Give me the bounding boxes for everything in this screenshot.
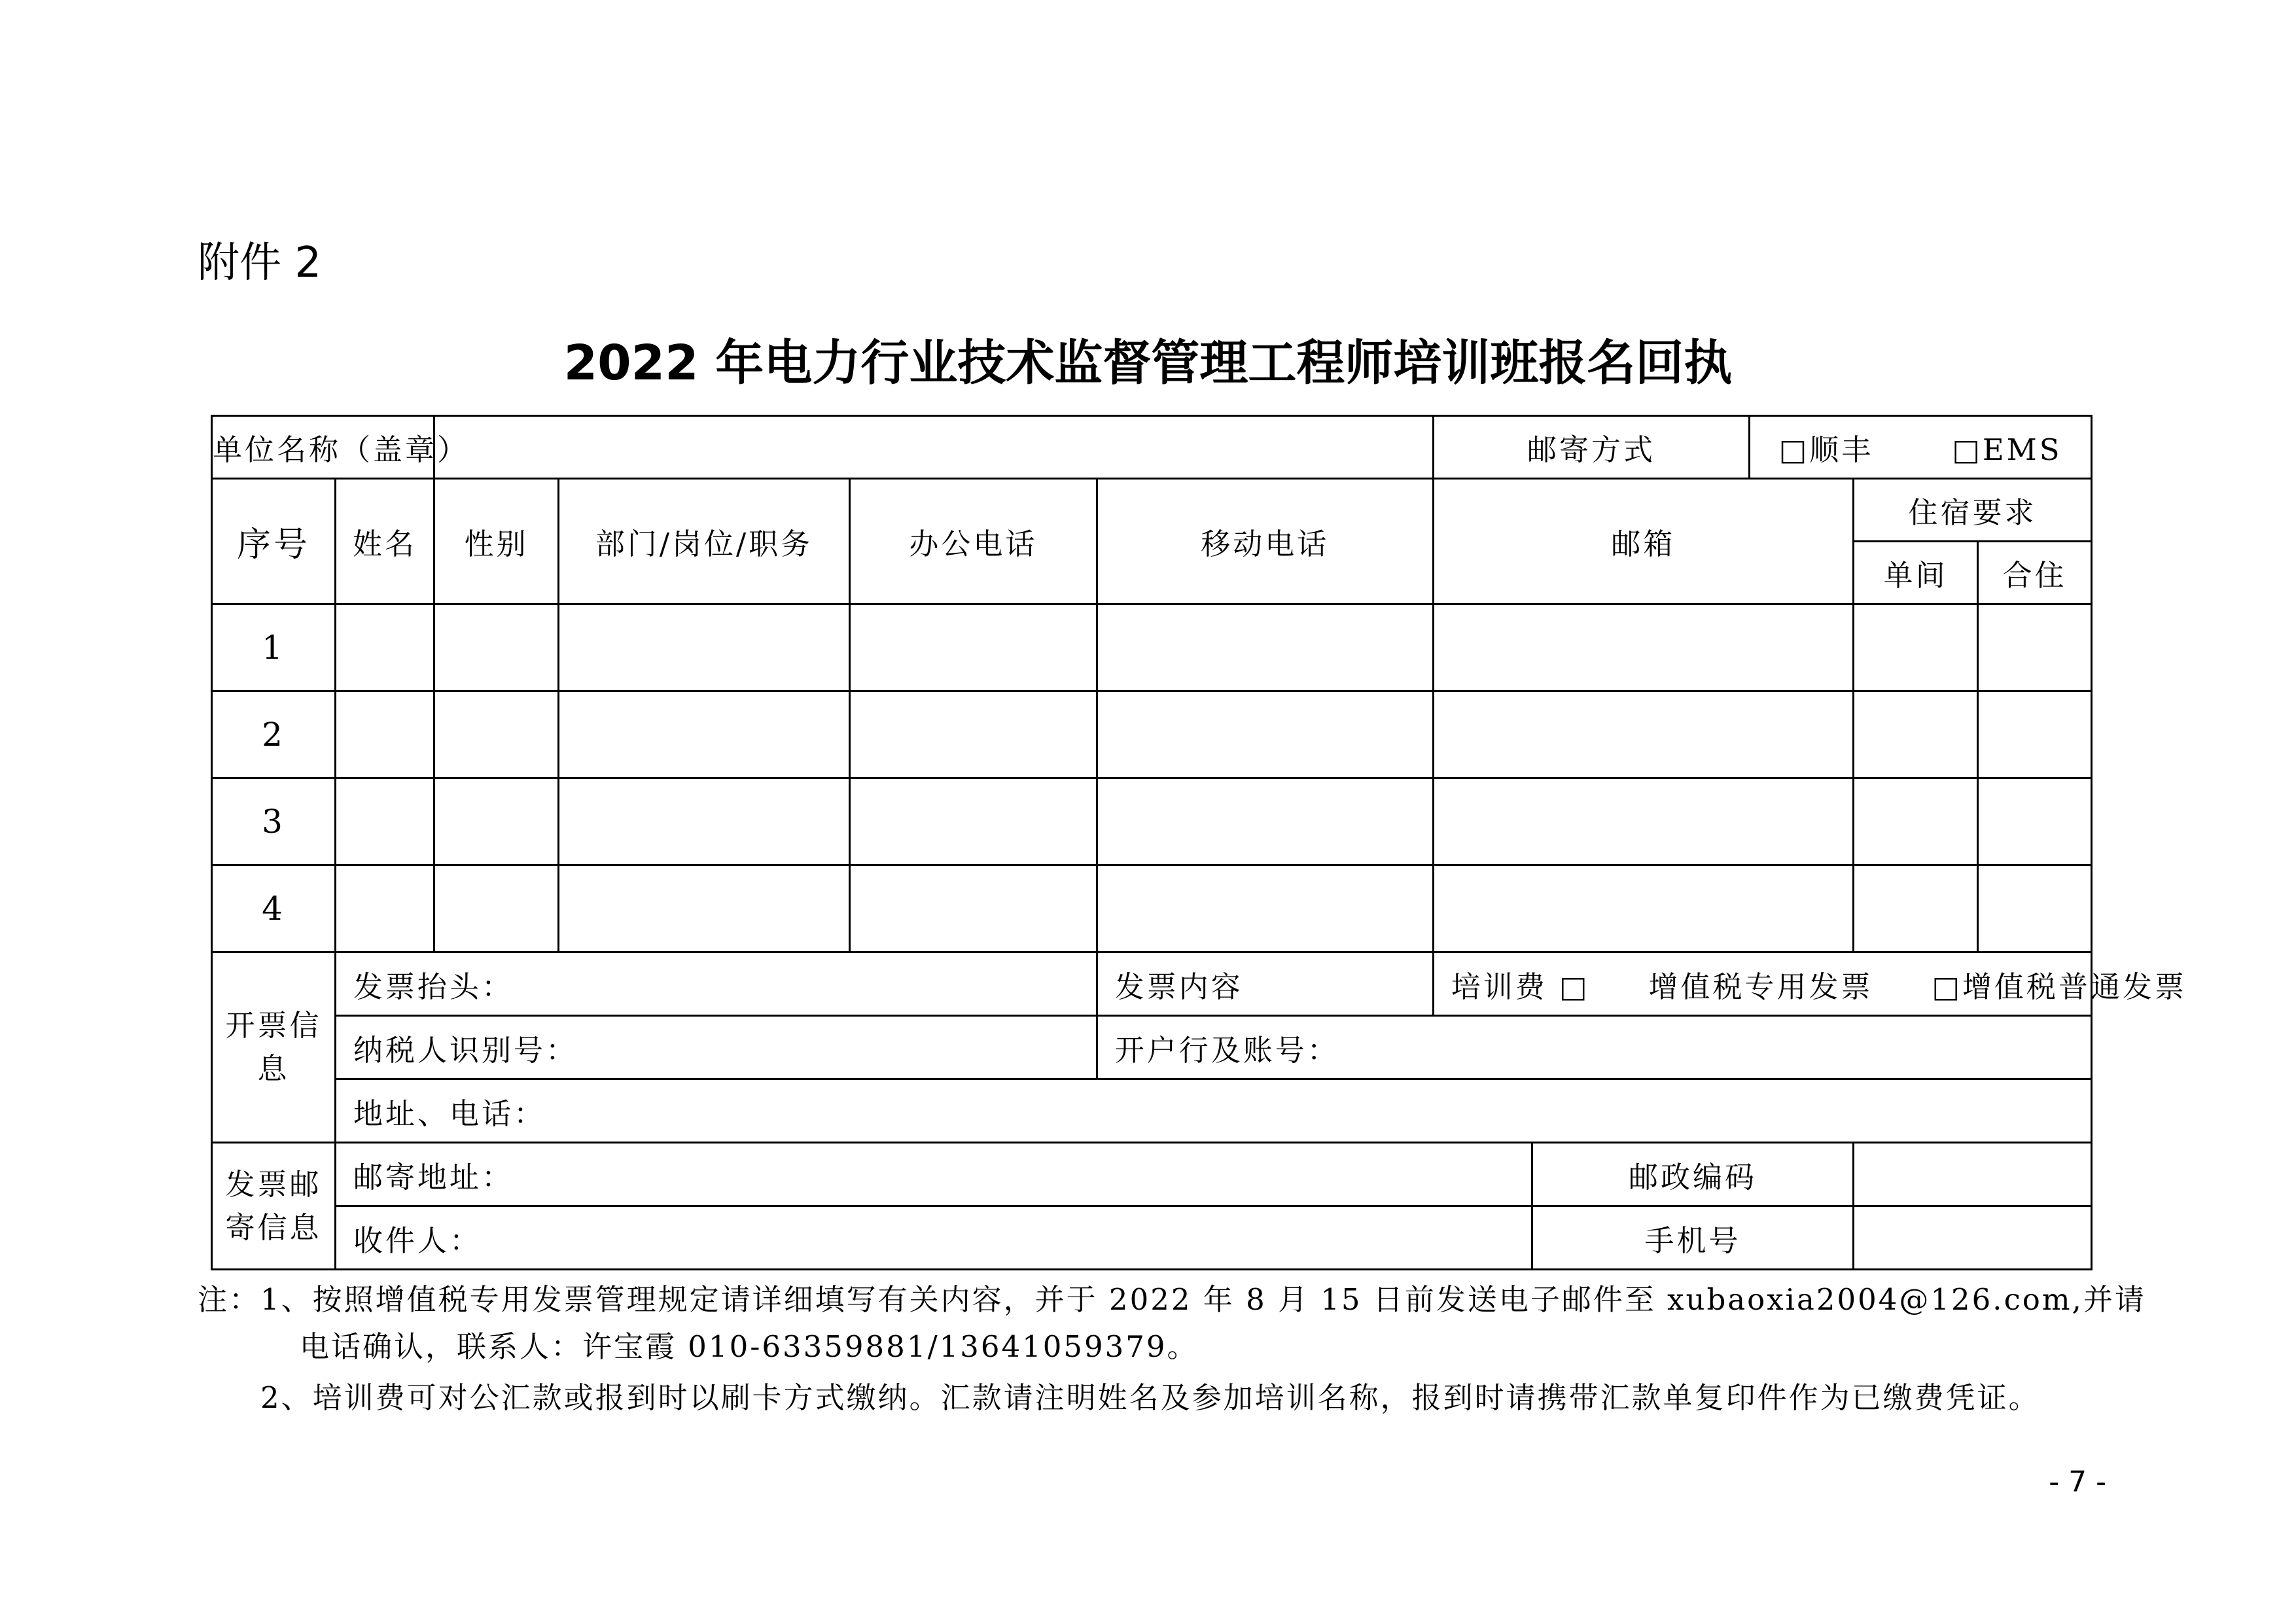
bank-account-field[interactable]: 开户行及账号： <box>1097 1016 2091 1079</box>
postcode-label: 邮政编码 <box>1532 1143 1853 1206</box>
cell-email[interactable] <box>1433 604 1853 691</box>
cell-single-room[interactable] <box>1854 691 1978 778</box>
row-seq: 2 <box>212 691 336 778</box>
registration-form-table <box>211 415 2187 1270</box>
row-seq: 4 <box>212 865 336 952</box>
mailing-row-recipient <box>212 1206 2092 1270</box>
mail-method-label: 邮寄方式 <box>1433 416 1750 479</box>
note-line-3: 2、培训费可对公汇款或报到时以刷卡方式缴纳。汇款请注明姓名及参加培训名称，报到时请携带汇款单复印件作为已缴费凭证。 <box>260 1380 2040 1415</box>
table-row <box>212 778 2092 865</box>
cell-gender[interactable] <box>434 865 559 952</box>
address-phone-field[interactable]: 地址、电话： <box>335 1079 2091 1143</box>
invoice-row-header <box>212 952 2092 1016</box>
invoice-row-address <box>212 1079 2092 1143</box>
mobile-field[interactable] <box>1854 1206 2092 1270</box>
unit-name-field[interactable] <box>434 416 1434 479</box>
cell-office-phone[interactable] <box>849 778 1097 865</box>
row-seq: 3 <box>212 778 336 865</box>
col-mobile: 移动电话 <box>1097 479 1433 604</box>
attachment-label: 附件 2 <box>198 239 322 287</box>
cell-single-room[interactable] <box>1854 778 1978 865</box>
cell-mobile[interactable] <box>1097 778 1433 865</box>
col-shared-room: 合住 <box>1978 542 2092 604</box>
cell-office-phone[interactable] <box>849 691 1097 778</box>
invoice-content-options[interactable] <box>1433 952 2187 1016</box>
mailing-section-label: 发票邮寄信息 <box>212 1143 336 1270</box>
invoice-row-tax <box>212 1016 2092 1079</box>
cell-email[interactable] <box>1433 865 1853 952</box>
invoice-header-field[interactable]: 发票抬头： <box>335 952 1097 1016</box>
mail-option-sf[interactable]: □顺丰 <box>1778 432 1874 467</box>
col-lodging: 住宿要求 <box>1854 479 2092 542</box>
row-seq: 1 <box>212 604 336 691</box>
cell-email[interactable] <box>1433 778 1853 865</box>
cell-gender[interactable] <box>434 691 559 778</box>
cell-dept[interactable] <box>559 604 850 691</box>
page-number: - 7 - <box>2049 1465 2106 1499</box>
cell-office-phone[interactable] <box>849 865 1097 952</box>
mail-method-options[interactable] <box>1750 416 2092 479</box>
unit-row <box>212 416 2092 479</box>
cell-shared-room[interactable] <box>1978 865 2092 952</box>
recipient-field[interactable]: 收件人： <box>335 1206 1532 1270</box>
col-seq: 序号 <box>212 479 336 604</box>
cell-shared-room[interactable] <box>1978 691 2092 778</box>
cell-office-phone[interactable] <box>849 604 1097 691</box>
cell-single-room[interactable] <box>1854 865 1978 952</box>
postcode-field[interactable] <box>1854 1143 2092 1206</box>
mobile-label: 手机号 <box>1532 1206 1853 1270</box>
col-dept: 部门/岗位/职务 <box>559 479 850 604</box>
col-email: 邮箱 <box>1433 479 1853 604</box>
cell-single-room[interactable] <box>1854 604 1978 691</box>
cell-email[interactable] <box>1433 691 1853 778</box>
note-line-1: 注：1、按照增值税专用发票管理规定请详细填写有关内容，并于 2022 年 8 月 15 日前发送电子邮件至 xubaoxia2004@126.com,并请 <box>198 1282 2146 1317</box>
cell-gender[interactable] <box>434 604 559 691</box>
invoice-section-label: 开票信息 <box>212 952 336 1143</box>
cell-shared-room[interactable] <box>1978 604 2092 691</box>
invoice-option-ordinary[interactable]: □增值税普通发票 <box>1932 969 2187 1004</box>
cell-shared-room[interactable] <box>1978 778 2092 865</box>
table-row <box>212 865 2092 952</box>
cell-name[interactable] <box>335 865 434 952</box>
taxpayer-id-field[interactable]: 纳税人识别号： <box>335 1016 1097 1079</box>
cell-name[interactable] <box>335 778 434 865</box>
cell-mobile[interactable] <box>1097 865 1433 952</box>
cell-mobile[interactable] <box>1097 691 1433 778</box>
col-single-room: 单间 <box>1854 542 1978 604</box>
col-office-phone: 办公电话 <box>849 479 1097 604</box>
cell-dept[interactable] <box>559 778 850 865</box>
invoice-option-special[interactable]: 增值税专用发票 <box>1648 969 1873 1004</box>
cell-dept[interactable] <box>559 691 850 778</box>
invoice-option-training-fee[interactable]: 培训费 □ <box>1451 969 1590 1004</box>
col-gender: 性别 <box>434 479 559 604</box>
mailing-row-address <box>212 1143 2092 1206</box>
invoice-content-label: 发票内容 <box>1097 952 1433 1016</box>
cell-name[interactable] <box>335 604 434 691</box>
note-line-2: 电话确认，联系人：许宝霞 010-63359881/13641059379。 <box>300 1329 1199 1364</box>
mail-option-ems[interactable]: □EMS <box>1952 432 2062 467</box>
page-title: 2022 年电力行业技术监督管理工程师培训班报名回执 <box>563 335 1733 391</box>
cell-dept[interactable] <box>559 865 850 952</box>
mailing-address-field[interactable]: 邮寄地址： <box>335 1143 1532 1206</box>
unit-name-label: 单位名称（盖章） <box>212 416 434 479</box>
cell-mobile[interactable] <box>1097 604 1433 691</box>
table-row <box>212 691 2092 778</box>
cell-gender[interactable] <box>434 778 559 865</box>
table-row <box>212 604 2092 691</box>
cell-name[interactable] <box>335 691 434 778</box>
column-header-row <box>212 479 2092 542</box>
col-name: 姓名 <box>335 479 434 604</box>
